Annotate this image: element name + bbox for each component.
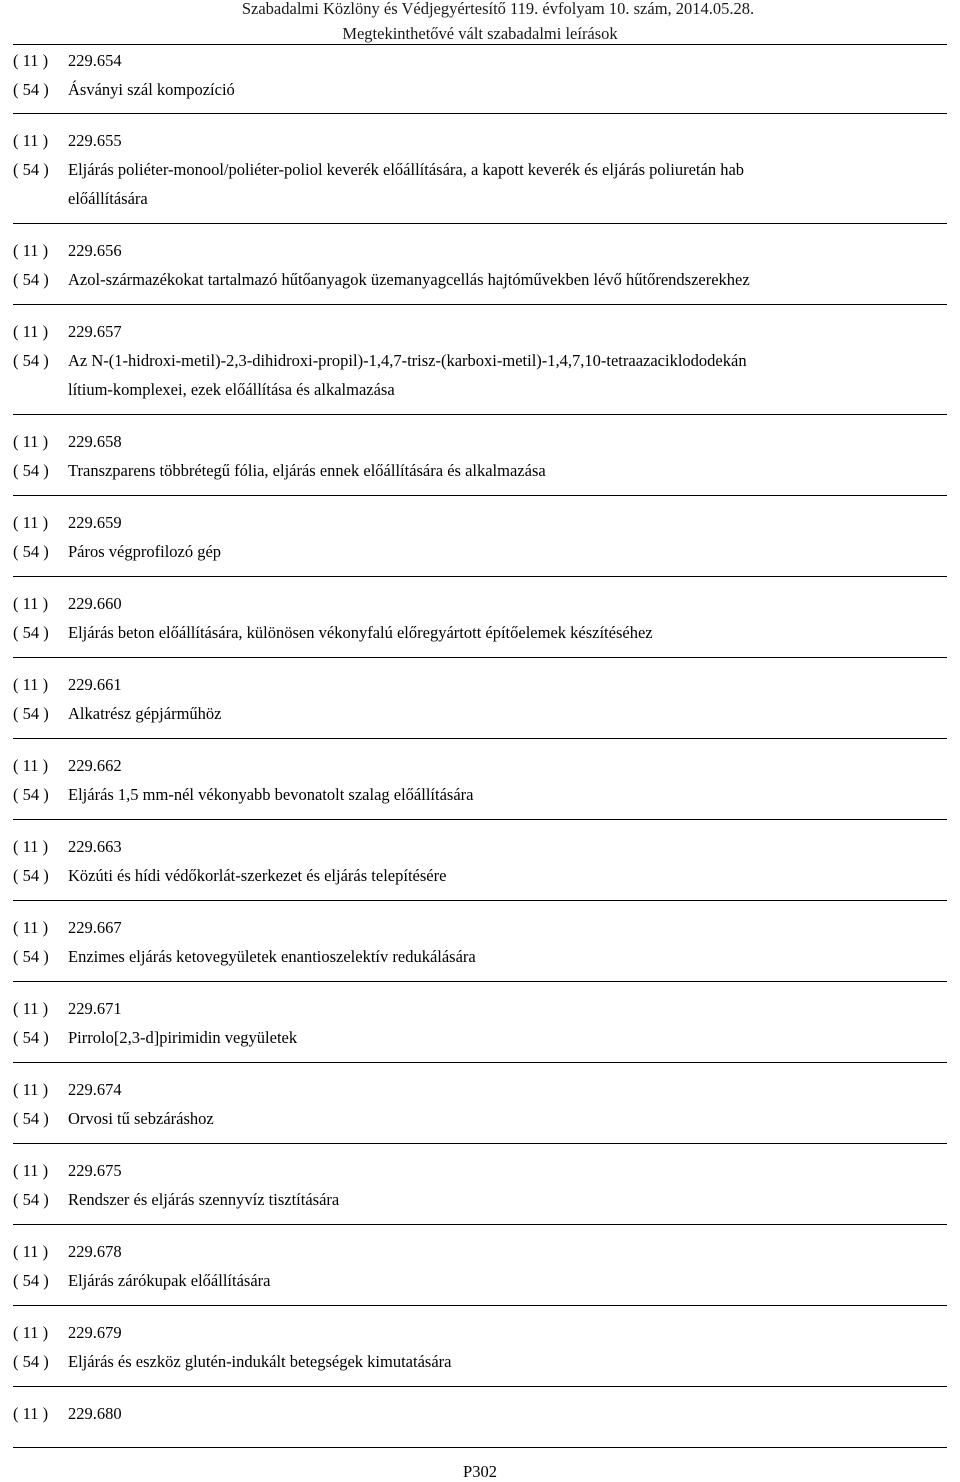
patent-title: Eljárás zárókupak előállítására [68, 1271, 271, 1290]
inid-code-11: ( 11 ) [13, 918, 49, 937]
patent-number-line [13, 756, 122, 776]
patent-title-line [13, 270, 750, 290]
patent-number-line [13, 999, 122, 1019]
patent-number-line [13, 1323, 122, 1343]
entry-separator [13, 1305, 947, 1306]
inid-code-11: ( 11 ) [13, 322, 49, 341]
inid-code-11: ( 11 ) [13, 432, 49, 451]
entry-separator [13, 657, 947, 658]
patent-title-line [13, 1190, 339, 1210]
patent-title-line [13, 542, 221, 562]
inid-code-11: ( 11 ) [13, 1161, 49, 1180]
entry-separator [13, 981, 947, 982]
entry-separator [13, 900, 947, 901]
patent-title: Enzimes eljárás ketovegyületek enantioszelektív redukálására [68, 947, 476, 966]
inid-code-11: ( 11 ) [13, 1404, 49, 1423]
patent-title-continuation: előállítására [68, 189, 148, 208]
inid-code-11: ( 11 ) [13, 999, 49, 1018]
patent-title: Pirrolo[2,3-d]pirimidin vegyületek [68, 1028, 298, 1047]
patent-number: 229.658 [68, 432, 122, 451]
entry-separator [13, 495, 947, 496]
patent-number-line [13, 1161, 122, 1181]
patent-title: Ásványi szál kompozíció [68, 80, 235, 99]
entry-separator [13, 819, 947, 820]
patent-number: 229.659 [68, 513, 122, 532]
entry-separator [13, 1062, 947, 1063]
patent-title-continuation: lítium-komplexei, ezek előállítása és alkalmazása [68, 380, 395, 399]
patent-number-line [13, 837, 122, 857]
patent-title-line [13, 785, 473, 805]
patent-title-line [13, 623, 653, 643]
patent-title: Eljárás poliéter-monool/poliéter-poliol keverék előállítására, a kapott keverék és eljárás poliuretán hab [68, 160, 745, 179]
patent-title: Az N-(1-hidroxi-metil)-2,3-dihidroxi-propil)-1,4,7-trisz-(karboxi-metil)-1,4,7,10-tetraazaciklododekán [68, 351, 747, 370]
inid-code-54: ( 54 ) [13, 866, 49, 885]
inid-code-54: ( 54 ) [13, 623, 49, 642]
patent-number: 229.660 [68, 594, 122, 613]
patent-title: Eljárás 1,5 mm-nél vékonyabb bevonatolt szalag előállítására [68, 785, 474, 804]
entry-separator [13, 304, 947, 305]
patent-number: 229.667 [68, 918, 122, 937]
patent-number: 229.675 [68, 1161, 122, 1180]
entry-separator [13, 738, 947, 739]
inid-code-54: ( 54 ) [13, 1352, 49, 1371]
inid-code-11: ( 11 ) [13, 131, 49, 150]
patent-title: Páros végprofilozó gép [68, 542, 222, 561]
patent-number-line [13, 241, 122, 261]
patent-number-line [13, 432, 122, 452]
patent-title: Orvosi tű sebzáráshoz [68, 1109, 214, 1128]
patent-number: 229.674 [68, 1080, 122, 1099]
patent-title-line [13, 80, 235, 100]
patent-number-line [13, 1080, 122, 1100]
inid-code-11: ( 11 ) [13, 1323, 49, 1342]
inid-code-11: ( 11 ) [13, 1242, 49, 1261]
inid-code-54: ( 54 ) [13, 461, 49, 480]
entry-separator [13, 1143, 947, 1144]
patent-title: Közúti és hídi védőkorlát-szerkezet és eljárás telepítésére [68, 866, 447, 885]
patent-title-line [13, 1028, 297, 1048]
inid-code-11: ( 11 ) [13, 513, 49, 532]
patent-number: 229.679 [68, 1323, 122, 1342]
patent-number: 229.678 [68, 1242, 122, 1261]
entry-separator [13, 223, 947, 224]
patent-number: 229.654 [68, 51, 122, 70]
patent-number-line [13, 594, 122, 614]
inid-code-54: ( 54 ) [13, 947, 49, 966]
patent-number: 229.680 [68, 1404, 122, 1423]
patent-number-line [13, 918, 122, 938]
inid-code-54: ( 54 ) [13, 160, 49, 179]
patent-number-line [13, 131, 122, 151]
patent-number: 229.663 [68, 837, 122, 856]
inid-code-11: ( 11 ) [13, 594, 49, 613]
patent-title: Transzparens többrétegű fólia, eljárás ennek előállítására és alkalmazása [68, 461, 546, 480]
entry-separator [13, 113, 947, 114]
inid-code-54: ( 54 ) [13, 351, 49, 370]
inid-code-54: ( 54 ) [13, 1271, 49, 1290]
patent-number-line [13, 1242, 122, 1262]
patent-number-line [13, 513, 122, 533]
inid-code-54: ( 54 ) [13, 1190, 49, 1209]
patent-title: Rendszer és eljárás szennyvíz tisztítására [68, 1190, 340, 1209]
inid-code-11: ( 11 ) [13, 1080, 49, 1099]
inid-code-54: ( 54 ) [13, 704, 49, 723]
entry-separator [13, 1386, 947, 1387]
page-number: P302 [463, 1462, 497, 1481]
patent-title-line [13, 160, 744, 180]
patent-title: Eljárás és eszköz glutén-indukált betegségek kimutatására [68, 1352, 452, 1371]
inid-code-54: ( 54 ) [13, 1109, 49, 1128]
patent-number-line [13, 51, 122, 71]
patent-number: 229.656 [68, 241, 122, 260]
page-header-subtitle: Megtekinthetővé vált szabadalmi leírások [342, 24, 618, 43]
patent-number-line [13, 322, 122, 342]
inid-code-54: ( 54 ) [13, 270, 49, 289]
patent-title-line [13, 1271, 270, 1291]
inid-code-11: ( 11 ) [13, 51, 49, 70]
patent-title-line [13, 947, 476, 967]
patent-title: Eljárás beton előállítására, különösen vékonyfalú előregyártott építőelemek készítéséhez [68, 623, 653, 642]
page-header-title: Szabadalmi Közlöny és Védjegyértesítő 119. évfolyam 10. szám, 2014.05.28. [241, 0, 755, 18]
patent-title: Azol-származékokat tartalmazó hűtőanyagok üzemanyagcellás hajtóművekben lévő hűtőrendszerekhez [68, 270, 750, 289]
patent-title-line [13, 866, 446, 886]
patent-title-line [13, 461, 546, 481]
patent-number: 229.671 [68, 999, 122, 1018]
patent-title-line [13, 1352, 451, 1372]
patent-title-line [13, 1109, 214, 1129]
entry-separator [13, 1224, 947, 1225]
patent-title-line [13, 351, 747, 371]
patent-number: 229.657 [68, 322, 122, 341]
patent-title-line [13, 704, 221, 724]
entry-separator [13, 414, 947, 415]
inid-code-11: ( 11 ) [13, 837, 49, 856]
entry-separator [13, 576, 947, 577]
inid-code-11: ( 11 ) [13, 241, 49, 260]
inid-code-54: ( 54 ) [13, 785, 49, 804]
patent-number: 229.662 [68, 756, 122, 775]
patent-number: 229.661 [68, 675, 122, 694]
inid-code-54: ( 54 ) [13, 542, 49, 561]
patent-title: Alkatrész gépjárműhöz [68, 704, 222, 723]
inid-code-54: ( 54 ) [13, 80, 49, 99]
inid-code-54: ( 54 ) [13, 1028, 49, 1047]
inid-code-11: ( 11 ) [13, 756, 49, 775]
patent-number-line [13, 1404, 122, 1424]
header-rule [13, 44, 947, 45]
entry-separator [13, 1447, 947, 1448]
patent-number: 229.655 [68, 131, 122, 150]
patent-number-line [13, 675, 122, 695]
inid-code-11: ( 11 ) [13, 675, 49, 694]
